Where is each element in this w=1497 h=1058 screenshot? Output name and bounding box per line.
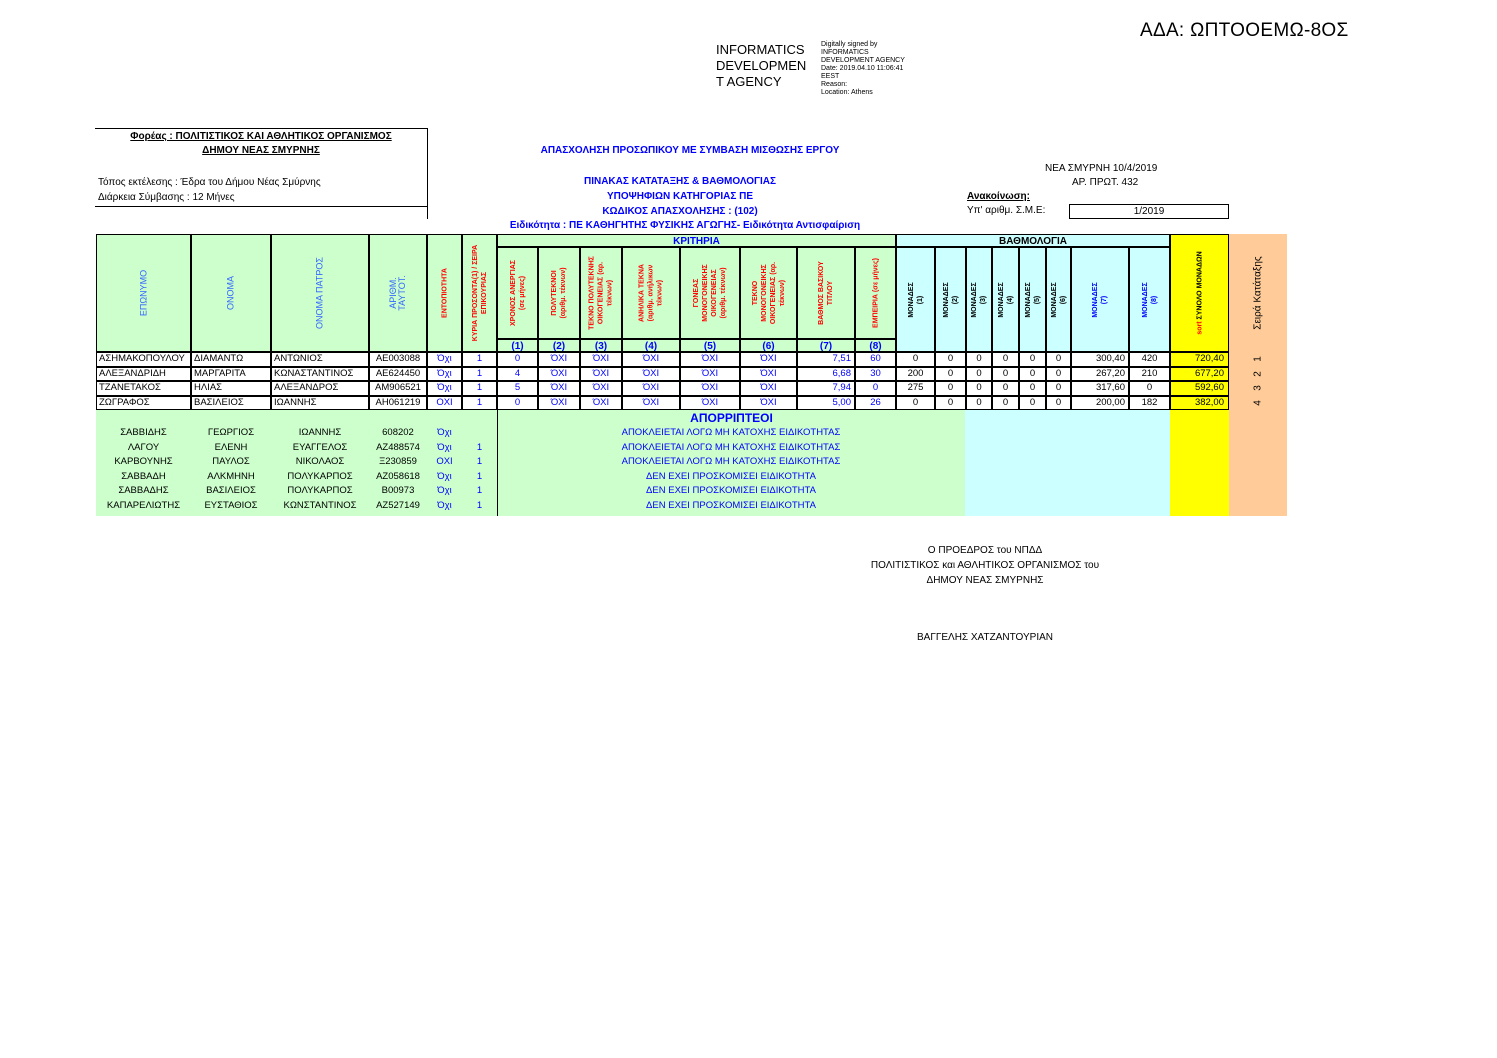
- row-name: ΜΑΡΓΑΡΙΤΑ: [191, 367, 271, 382]
- row-grade-4: 0: [992, 381, 1019, 396]
- rejected-father: ΚΩΝΣΤΑΝΤΙΝΟΣ: [283, 499, 357, 511]
- row-father: ΑΝΤΩΝΙΟΣ: [271, 352, 369, 367]
- rejected-locality: Όχι: [437, 470, 452, 482]
- header-criterion-4-label: [638, 264, 665, 322]
- row-rank: [1229, 396, 1287, 411]
- row-surname: ΑΣΗΜΑΚΟΠΟΥΛΟΥ: [96, 352, 191, 367]
- header-criterion-7-label: [817, 261, 835, 325]
- rejected-total-zone: [1170, 410, 1229, 516]
- rejected-id: Β00973: [381, 485, 415, 496]
- row-priority: 1: [462, 396, 497, 411]
- header-total-text: ΣΥΝΟΛΟ ΜΟΝΑΔΩΝ: [1196, 251, 1203, 320]
- rejected-surname: ΣΑΒΒΙΔΗΣ: [120, 427, 167, 438]
- row-criterion-4: ΌΧΙ: [622, 352, 680, 367]
- row-grade-3: 0: [966, 381, 992, 396]
- rejected-name: ΠΑΥΛΟΣ: [212, 456, 250, 467]
- row-grade-5: 0: [1019, 396, 1046, 411]
- specialty-title: Ειδικότητα : ΠΕ ΚΑΘΗΓΗΤΗΣ ΦΥΣΙΚΗΣ ΑΓΩΓΗΣ- Ειδικότητα Αντισφαίριση: [509, 220, 861, 231]
- organization-name-line1: Φορέας : ΠΟΛΙΤΙΣΤΙΚΟΣ ΚΑΙ ΑΘΛΗΤΙΚΟΣ ΟΡΓΑΝΙΣΜΟΣ: [130, 131, 392, 142]
- header-name: [191, 234, 271, 352]
- row-grade-2: 0: [935, 352, 966, 367]
- rejected-id: Ξ230859: [379, 456, 417, 467]
- rejected-locality: Όχι: [437, 499, 452, 511]
- header-grade-5-label-line: ΜΟΝΑΔΕΣ: [1024, 281, 1032, 318]
- row-rank: [1229, 352, 1287, 367]
- signature-detail-line: Digitally signed by: [821, 41, 878, 48]
- row-grade-6: 0: [1046, 352, 1071, 367]
- header-grade-2-label: [942, 282, 960, 317]
- header-surname: [96, 234, 191, 352]
- rejected-name: ΕΛΕΝΗ: [214, 441, 248, 453]
- header-criterion-6-label-line: ΜΟΝΟΓΟΝΕΙΚΗΣ: [760, 264, 768, 322]
- header-grade-5-label-line: (5): [1033, 295, 1041, 304]
- header-grade-7-label-line: (7): [1101, 295, 1108, 304]
- header-priority-label: [471, 245, 489, 341]
- header-surname-label: [139, 270, 148, 316]
- row-criterion-5: ΌΧΙ: [680, 352, 740, 367]
- row-grade-3: 0: [966, 367, 992, 382]
- rejected-rank-zone: [1229, 410, 1287, 516]
- row-grade-8: 0: [1129, 381, 1170, 396]
- signature-name-line: INFORMATICS: [716, 42, 805, 57]
- rejected-surname: ΚΑΡΒΟΥΝΗΣ: [114, 456, 173, 467]
- rejected-father: ΠΟΛΥΚΑΡΠΟΣ: [287, 470, 353, 482]
- row-criterion-1: 5: [497, 381, 538, 396]
- header-father: [271, 234, 369, 352]
- header-grade-5: [1019, 247, 1046, 352]
- code-title: ΚΩΔΙΚΟΣ ΑΠΑΣΧΟΛΗΣΗΣ : (102): [602, 206, 758, 217]
- row-grade-1: 200: [896, 367, 935, 382]
- header-criterion-4-label-line: (αριθμ. ανήλικων: [647, 264, 655, 322]
- header-locality-label: [440, 268, 449, 318]
- header-criterion-num-2: (2): [538, 339, 580, 352]
- row-grade-6: 0: [1046, 381, 1071, 396]
- row-criterion-2: ΌΧΙ: [538, 381, 580, 396]
- header-grade-7: [1071, 247, 1129, 352]
- rejected-locality: Όχι: [437, 427, 452, 438]
- row-locality: Όχι: [427, 367, 462, 382]
- signature-detail-line: Location: Athens: [821, 89, 873, 96]
- header-grade-3-label: [970, 282, 988, 317]
- signature-title-line2: ΠΟΛΙΤΙΣΤΙΚΟΣ και ΑΘΛΗΤΙΚΟΣ ΟΡΓΑΝΙΣΜΟΣ του: [870, 560, 1100, 571]
- rejected-reason: ΑΠΟΚΛΕΙΕΤΑΙ ΛΟΓΩ ΜΗ ΚΑΤΟΧΗΣ ΕΙΔΙΚΟΤΗΤΑΣ: [621, 441, 841, 453]
- header-criterion-6: [740, 247, 797, 339]
- header-criterion-5-label-line: ΜΟΝΟΓΟΝΕΙΚΗΣ: [702, 264, 709, 322]
- row-surname: ΑΛΕΞΑΝΔΡΙΔΗ: [96, 367, 191, 382]
- header-grade-3-label-line: ΜΟΝΑΔΕΣ: [971, 281, 978, 318]
- row-criterion-7: 7,51: [797, 352, 855, 367]
- row-id: ΑΕ624450: [369, 367, 427, 382]
- rejected-surname: ΛΑΓΟΥ: [127, 441, 160, 453]
- header-grade-4-label-line: ΜΟΝΑΔΕΣ: [997, 281, 1005, 318]
- row-grade-5: 0: [1019, 381, 1046, 396]
- row-criterion-8: 0: [855, 381, 896, 396]
- header-criterion-2: [538, 247, 580, 339]
- row-total: 677,20: [1170, 367, 1229, 382]
- signature-title-line1: Ο ΠΡΟΕΔΡΟΣ του ΝΠΔΔ: [927, 545, 1043, 556]
- row-criterion-5: ΌΧΙ: [680, 367, 740, 382]
- row-rank-value: 1: [1252, 356, 1264, 363]
- rejected-reason: ΑΠΟΚΛΕΙΕΤΑΙ ΛΟΓΩ ΜΗ ΚΑΤΟΧΗΣ ΕΙΔΙΚΟΤΗΤΑΣ: [621, 427, 841, 438]
- row-criterion-3: ΌΧΙ: [580, 381, 622, 396]
- row-locality: ΟΧΙ: [427, 396, 462, 411]
- rejected-surname: ΣΑΒΒΑΔΗΣ: [118, 485, 169, 496]
- row-criterion-6: ΌΧΙ: [740, 381, 797, 396]
- header-criterion-1-label-line: (σε μήνες): [518, 275, 526, 311]
- header-father-label: [316, 257, 325, 329]
- table-title: ΠΙΝΑΚΑΣ ΚΑΤΑΤΑΞΗΣ & ΒΑΘΜΟΛΟΓΙΑΣ: [583, 176, 777, 187]
- header-priority: [462, 234, 497, 352]
- row-criterion-8: 30: [855, 367, 896, 382]
- rejected-surname: ΣΑΒΒΑΔΗ: [121, 470, 166, 482]
- signature-detail-line: DEVELOPMENT AGENCY: [821, 57, 905, 64]
- header-criterion-num-7: (7): [797, 339, 855, 352]
- rejected-label: ΑΠΟΡΡΙΠΤΕΟΙ: [690, 411, 773, 425]
- signature-detail-line: Date: 2019.04.10 11:06:41: [821, 65, 904, 72]
- row-id: ΑΗ061219: [369, 396, 427, 411]
- header-criterion-1-label-line: ΧΡΟΝΟΣ ΑΝΕΡΓΙΑΣ: [509, 259, 517, 327]
- row-criterion-6: ΌΧΙ: [740, 367, 797, 382]
- rejected-locality: Όχι: [437, 485, 452, 496]
- signature-detail-line: INFORMATICS: [821, 49, 869, 56]
- row-grade-8: 182: [1129, 396, 1170, 411]
- organization-name-line2: ΔΗΜΟΥ ΝΕΑΣ ΣΜΥΡΝΗΣ: [202, 145, 320, 156]
- row-father: ΙΩΑΝΝΗΣ: [271, 396, 369, 411]
- header-grade-8-label: [1141, 282, 1159, 317]
- rejected-name: ΓΕΩΡΓΙΟΣ: [207, 427, 255, 438]
- header-criterion-4: [622, 247, 680, 339]
- row-locality: Όχι: [427, 352, 462, 367]
- header-criterion-8-label: [871, 258, 880, 328]
- header-criterion-1: [497, 247, 538, 339]
- header-rank-label-line: Σειρά Κατάταξης: [1252, 256, 1264, 330]
- row-father: ΑΛΕΞΑΝΔΡΟΣ: [271, 381, 369, 396]
- announcement-label: Ανακοίνωση:: [967, 191, 1030, 202]
- row-criterion-6: ΌΧΙ: [740, 352, 797, 367]
- signature-name-line: DEVELOPMEN: [716, 58, 807, 73]
- header-criterion-num-3: (3): [580, 339, 622, 352]
- rejected-father: ΙΩΑΝΝΗΣ: [298, 427, 342, 438]
- header-grade-8-label-line: (8): [1150, 295, 1158, 304]
- row-grade-1: 0: [896, 396, 935, 411]
- rejected-reason: ΔΕΝ ΕΧΕΙ ΠΡΟΣΚΟΜΙΣΕΙ ΕΙΔΙΚΟΤΗΤΑ: [646, 485, 816, 496]
- rejected-name: ΑΛΚΜΗΝΗ: [207, 470, 255, 482]
- row-surname: ΤΖΑΝΕΤΑΚΟΣ: [96, 381, 191, 396]
- row-criterion-2: ΌΧΙ: [538, 396, 580, 411]
- header-criterion-3: [580, 247, 622, 339]
- header-locality: [427, 234, 462, 352]
- row-criterion-8: 26: [855, 396, 896, 411]
- header-id-label-line: ΑΡΙΘΜ.: [388, 277, 398, 309]
- header-grading: ΒΑΘΜΟΛΟΓΙΑ: [896, 234, 1170, 247]
- header-criterion-2-label: [550, 267, 568, 318]
- header-total-sort: sort: [1196, 319, 1203, 335]
- rejected-father: ΕΥΑΓΓΕΛΟΣ: [292, 441, 348, 453]
- header-grade-5-label: [1024, 282, 1042, 317]
- row-criterion-2: ΌΧΙ: [538, 352, 580, 367]
- rejected-reason: ΔΕΝ ΕΧΕΙ ΠΡΟΣΚΟΜΙΣΕΙ ΕΙΔΙΚΟΤΗΤΑ: [646, 470, 816, 482]
- header-grade-7-label-line: ΜΟΝΑΔΕΣ: [1092, 281, 1099, 318]
- header-criterion-8-label-line: ΕΜΠΕΙΡΙΑ (σε μήνες): [872, 258, 879, 328]
- header-criterion-6-label-line: τέκνων): [778, 279, 786, 307]
- row-criterion-5: ΌΧΙ: [680, 381, 740, 396]
- header-grade-3-label-line: (3): [980, 295, 987, 304]
- row-total: 592,60: [1170, 381, 1229, 396]
- header-rank-label: [1254, 256, 1263, 329]
- rejected-reason: ΔΕΝ ΕΧΕΙ ΠΡΟΣΚΟΜΙΣΕΙ ΕΙΔΙΚΟΤΗΤΑ: [646, 499, 816, 511]
- header-grade-3: [966, 247, 992, 352]
- header-criterion-6-label-line: ΤΕΚΝΟ: [751, 280, 759, 306]
- rejected-id: ΑΖ058618: [376, 470, 420, 482]
- rejected-id: ΑΖ527149: [376, 499, 420, 511]
- header-criterion-7: [797, 247, 855, 339]
- rejected-surname: ΚΑΠΑΡΕΛΙΩΤΗΣ: [106, 499, 181, 511]
- header-criterion-5: [680, 247, 740, 339]
- row-criterion-4: ΌΧΙ: [622, 381, 680, 396]
- header-criterion-6-label: [751, 262, 787, 324]
- header-criterion-1-label: [509, 260, 527, 326]
- row-grade-7: 300,40: [1071, 352, 1129, 367]
- header-criterion-3-label-line: τέκνων): [606, 279, 614, 307]
- execution-place: Τόπος εκτέλεσης : Έδρα του Δήμου Νέας Σμύρνης: [98, 177, 321, 188]
- row-criterion-1: 4: [497, 367, 538, 382]
- row-surname: ΖΩΓΡΑΦΟΣ: [96, 396, 191, 411]
- header-criterion-3-label: [588, 256, 615, 330]
- header-rank: [1229, 234, 1287, 352]
- row-grade-3: 0: [966, 396, 992, 411]
- header-grade-2: [935, 247, 966, 352]
- row-name: ΒΑΣΙΛΕΙΟΣ: [191, 396, 271, 411]
- row-criterion-3: ΌΧΙ: [580, 396, 622, 411]
- rejected-grade-zone: [965, 410, 1170, 516]
- row-grade-2: 0: [935, 381, 966, 396]
- header-locality-label-line: ΕΝΤΟΠΙΟΤΗΤΑ: [441, 268, 448, 318]
- row-grade-5: 0: [1019, 367, 1046, 382]
- row-criterion-5: ΌΧΙ: [680, 396, 740, 411]
- signature-name-line: T AGENCY: [716, 74, 782, 89]
- header-grade-1-label-line: ΜΟΝΑΔΕΣ: [907, 281, 915, 318]
- rejected-priority: 1: [476, 485, 483, 496]
- header-total: [1170, 234, 1229, 352]
- rejected-name: ΒΑΣΙΛΕΙΟΣ: [206, 485, 256, 496]
- header-name-label: [227, 276, 236, 310]
- row-rank: [1229, 381, 1287, 396]
- header-criterion-5-label: [692, 264, 728, 321]
- header-criterion-3-label-line: ΤΕΚΝΟ ΠΟΛΥΤΕΚΝΗΣ: [588, 256, 596, 330]
- header-criterion-5-label-line: ΟΙΚΟΓΕΝΕΙΑΣ: [711, 269, 718, 317]
- signature-title-line3: ΔΗΜΟΥ ΝΕΑΣ ΣΜΥΡΝΗΣ: [926, 575, 1044, 586]
- header-criterion-7-label-line: ΤΙΤΛΟΥ: [827, 280, 834, 306]
- row-rank-value: 3: [1252, 385, 1264, 392]
- row-criterion-4: ΌΧΙ: [622, 367, 680, 382]
- header-grade-8-label-line: ΜΟΝΑΔΕΣ: [1141, 281, 1149, 318]
- signature-detail-line: EEST: [821, 73, 840, 80]
- header-criterion-3-label-line: ΟΙΚΟΓΕΝΕΙΑΣ (αρ.: [597, 261, 605, 325]
- row-rank: [1229, 367, 1287, 382]
- rejected-father: ΝΙΚΟΛΑΟΣ: [295, 456, 345, 467]
- signatory-name: ΒΑΓΓΕΛΗΣ ΧΑΤΖΑΝΤΟΥΡΙΑΝ: [917, 632, 1053, 643]
- row-grade-4: 0: [992, 367, 1019, 382]
- header-grade-1-label-line: (1): [916, 295, 924, 304]
- header-priority-label-line: ΕΠΙΚΟΥΡΙΑΣ: [480, 271, 488, 315]
- header-id-label: [389, 275, 407, 311]
- rejected-id: 608202: [382, 427, 414, 438]
- header-criterion-7-label-line: ΒΑΘΜΟΣ ΒΑΣΙΚΟΥ: [818, 261, 825, 325]
- row-grade-2: 0: [935, 396, 966, 411]
- row-criterion-7: 7,94: [797, 381, 855, 396]
- header-grade-6-label-line: ΜΟΝΑΔΕΣ: [1050, 281, 1058, 318]
- rejected-priority: 1: [476, 499, 483, 511]
- header-grade-1-label: [907, 282, 925, 317]
- header-criterion-4-label-line: τέκνων): [656, 279, 664, 307]
- header-grade-4: [992, 247, 1019, 352]
- header-criterion-num-1: (1): [497, 339, 538, 352]
- header-criterion-2-label-line: (αριθμ. τέκνων): [560, 267, 567, 319]
- rejected-locality: Όχι: [437, 441, 452, 453]
- category-title: ΥΠΟΨΗΦΙΩΝ ΚΑΤΗΓΟΡΙΑΣ ΠΕ: [606, 191, 754, 202]
- header-criterion-2-label-line: ΠΟΛΥΤΕΚΝΟΙ: [551, 270, 558, 316]
- rejected-id: ΑΖ488574: [376, 441, 420, 453]
- row-criterion-2: ΌΧΙ: [538, 367, 580, 382]
- row-grade-7: 267,20: [1071, 367, 1129, 382]
- header-total-label: [1195, 251, 1204, 334]
- header-surname-label-line: ΕΠΩΝΥΜΟ: [138, 269, 148, 317]
- header-grade-4-label: [997, 282, 1015, 317]
- header-name-label-line: ΟΝΟΜΑ: [225, 275, 236, 311]
- row-criterion-3: ΌΧΙ: [580, 352, 622, 367]
- row-grade-3: 0: [966, 352, 992, 367]
- header-id-label-line: ΤΑΥΤΟΤ.: [397, 275, 407, 311]
- row-priority: 1: [462, 367, 497, 382]
- row-grade-1: 0: [896, 352, 935, 367]
- row-grade-2: 0: [935, 367, 966, 382]
- header-criterion-5-label-line: ΓΟΝΕΑΣ: [693, 278, 700, 308]
- header-grade-6: [1046, 247, 1071, 352]
- row-name: ΔΙΑΜΑΝΤΩ: [191, 352, 271, 367]
- header-grade-7-label: [1091, 282, 1109, 317]
- header-criterion-6-label-line: ΟΙΚΟΓΕΝΕΙΑΣ (αρ.: [769, 261, 777, 325]
- signature-detail-line: Reason:: [821, 81, 848, 88]
- header-priority-label-line: ΚΥΡΙΑ ΠΡΟΣΟΝΤΑ(1) / ΣΕΙΡΑ: [471, 244, 479, 342]
- rejected-priority: 1: [476, 470, 483, 482]
- row-locality: Όχι: [427, 381, 462, 396]
- row-criterion-7: 6,68: [797, 367, 855, 382]
- contract-duration: Διάρκεια Σύμβασης : 12 Μήνες: [98, 192, 235, 203]
- row-grade-7: 317,60: [1071, 381, 1129, 396]
- rejected-reason: ΑΠΟΚΛΕΙΕΤΑΙ ΛΟΓΩ ΜΗ ΚΑΤΟΧΗΣ ΕΙΔΙΚΟΤΗΤΑΣ: [621, 456, 841, 467]
- row-criterion-3: ΌΧΙ: [580, 367, 622, 382]
- header-grade-2-label-line: ΜΟΝΑΔΕΣ: [942, 281, 950, 318]
- header-criterion-5-label-line: (αριθμ. τέκνων): [720, 267, 727, 319]
- row-grade-8: 420: [1129, 352, 1170, 367]
- header-criterion-num-4: (4): [622, 339, 680, 352]
- row-total: 382,00: [1170, 396, 1229, 411]
- rejected-father: ΠΟΛΥΚΑΡΠΟΣ: [287, 485, 353, 496]
- row-father: ΚΩΝΑΣΤΑΝΤΙΝΟΣ: [271, 367, 369, 382]
- row-name: ΗΛΙΑΣ: [191, 381, 271, 396]
- main-title: ΑΠΑΣΧΟΛΗΣΗ ΠΡΟΣΩΠΙΚΟΥ ΜΕ ΣΥΜΒΑΣΗ ΜΙΣΘΩΣΗΣ ΕΡΓΟΥ: [540, 145, 840, 156]
- rejected-priority: 1: [476, 441, 483, 453]
- header-criterion-num-6: (6): [740, 339, 797, 352]
- header-criterion-num-8: (8): [855, 339, 896, 352]
- row-priority: 1: [462, 352, 497, 367]
- row-grade-6: 0: [1046, 396, 1071, 411]
- row-grade-1: 275: [896, 381, 935, 396]
- rejected-priority: 1: [476, 456, 483, 467]
- row-rank-value: 4: [1252, 399, 1264, 406]
- row-rank-value: 2: [1252, 370, 1264, 377]
- header-grade-1: [896, 247, 935, 352]
- row-criterion-1: 0: [497, 396, 538, 411]
- header-grade-8: [1129, 247, 1170, 352]
- header-grade-6-label-line: (6): [1059, 295, 1067, 304]
- row-id: ΑΕ003088: [369, 352, 427, 367]
- header-grade-4-label-line: (4): [1006, 295, 1014, 304]
- protocol-number: ΑΡ. ΠΡΩΤ. 432: [1072, 177, 1139, 188]
- header-father-label-line: ΟΝΟΜΑ ΠΑΤΡΟΣ: [314, 257, 325, 329]
- row-grade-6: 0: [1046, 367, 1071, 382]
- header-criterion-num-5: (5): [680, 339, 740, 352]
- header-criterion-4-label-line: ΑΝΗΛΙΚΑ ΤΕΚΝΑ: [638, 264, 646, 322]
- row-criterion-1: 0: [497, 352, 538, 367]
- row-criterion-8: 60: [855, 352, 896, 367]
- header-criterion-8: [855, 247, 896, 339]
- header-grade-2-label-line: (2): [951, 295, 959, 304]
- row-grade-4: 0: [992, 396, 1019, 411]
- row-priority: 1: [462, 381, 497, 396]
- row-criterion-4: ΌΧΙ: [622, 396, 680, 411]
- row-grade-5: 0: [1019, 352, 1046, 367]
- ada-code: ΑΔΑ: ΩΠΤΟΟΕΜΩ-8ΟΣ: [1140, 20, 1349, 41]
- row-id: ΑΜ906521: [369, 381, 427, 396]
- rejected-priority: [462, 426, 497, 441]
- header-criteria: ΚΡΙΤΗΡΙΑ: [497, 234, 896, 247]
- row-criterion-7: 5,00: [797, 396, 855, 411]
- row-grade-4: 0: [992, 352, 1019, 367]
- header-grade-6-label: [1050, 282, 1068, 317]
- row-grade-8: 210: [1129, 367, 1170, 382]
- sme-value: 1/2019: [1069, 204, 1229, 219]
- row-total: 720,40: [1170, 352, 1229, 367]
- sme-label: Υπ' αριθμ. Σ.Μ.Ε:: [967, 205, 1046, 216]
- header-id: [369, 234, 427, 352]
- row-grade-7: 200,00: [1071, 396, 1129, 411]
- rejected-name: ΕΥΣΤΑΘΙΟΣ: [204, 499, 258, 511]
- rejected-locality: ΟΧΙ: [436, 456, 453, 467]
- document-date: ΝΕΑ ΣΜΥΡΝΗ 10/4/2019: [1045, 163, 1158, 174]
- row-criterion-6: ΌΧΙ: [740, 396, 797, 411]
